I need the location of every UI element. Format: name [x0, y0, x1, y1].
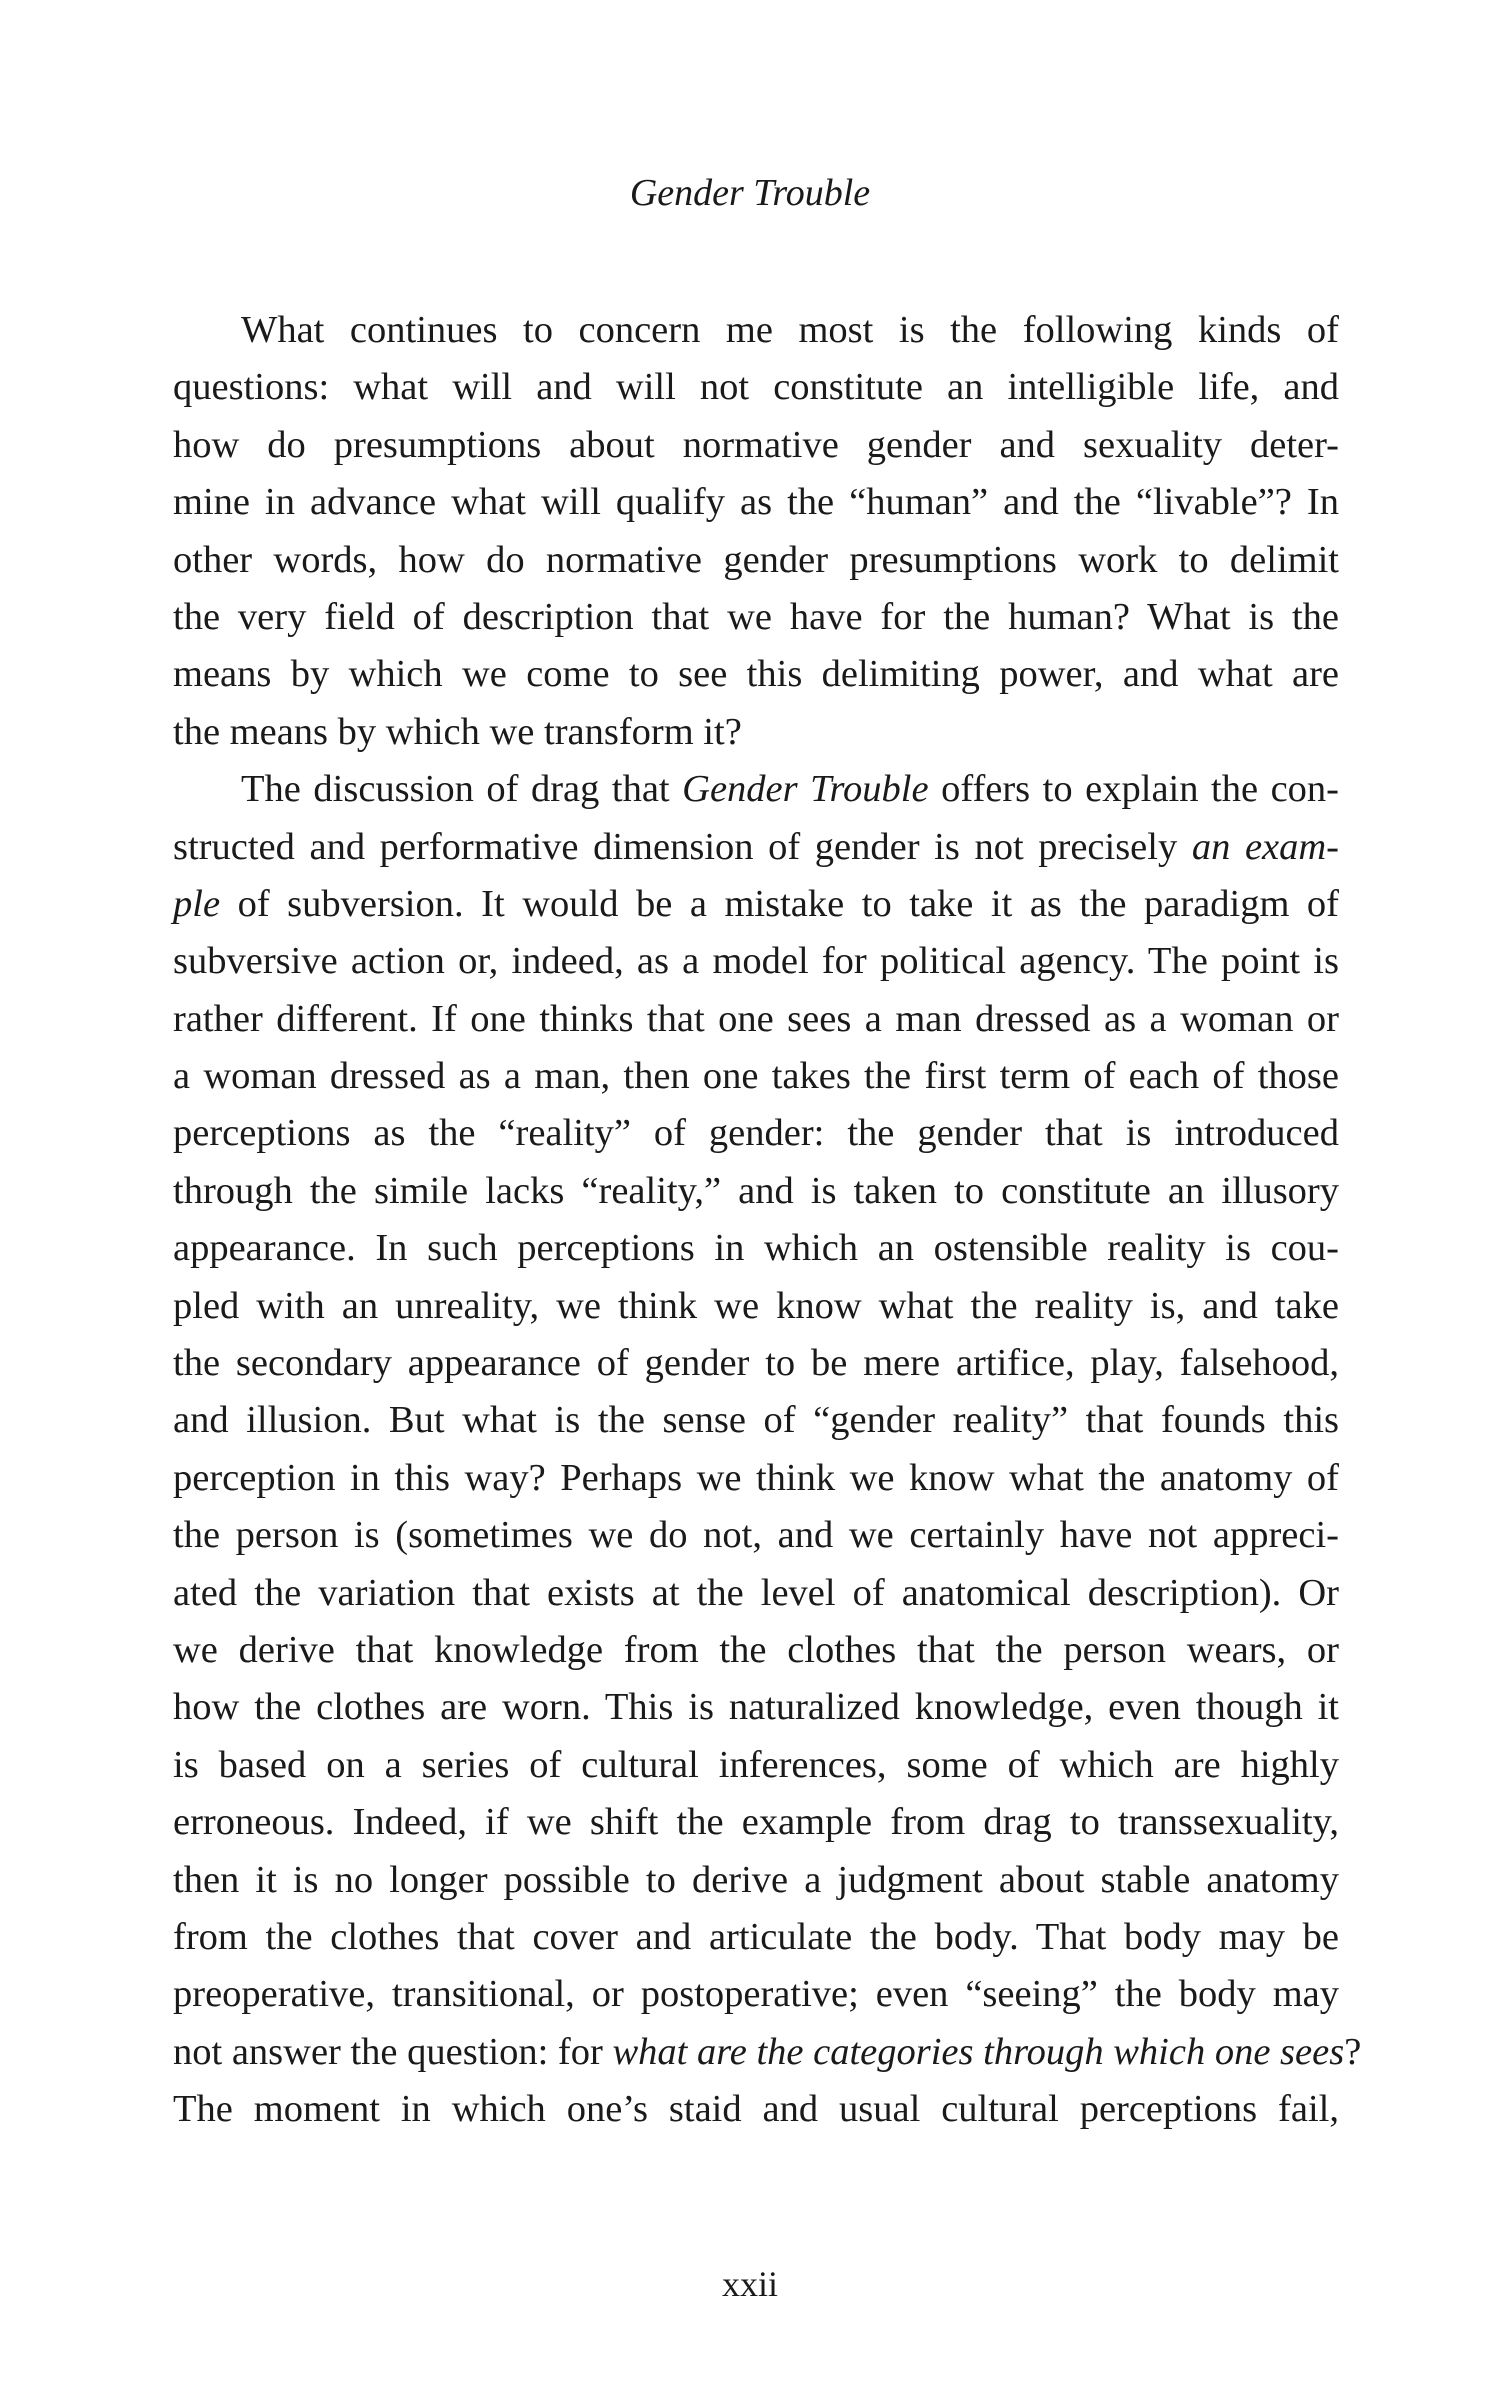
text-line: [173, 761, 1339, 818]
text-segment: through the simile lacks “reality,” and is taken to constitute an illusory: [173, 1169, 1339, 1212]
text-line: [173, 933, 1339, 990]
page-number: xxii: [721, 2264, 778, 2304]
text-segment: other words, how do normative gender presumptions work to delimit: [173, 538, 1339, 581]
text-segment: the person is (sometimes we do not, and we certainly have not appreci-: [173, 1514, 1339, 1557]
text-line: [173, 991, 1339, 1048]
text-line: [173, 1450, 1339, 1507]
text-line: [173, 1335, 1339, 1392]
text-line: [173, 1507, 1339, 1564]
text-line: [173, 302, 1339, 359]
text-segment: how do presumptions about normative gender and sexuality deter-: [173, 423, 1339, 466]
text-line: [173, 819, 1339, 876]
text-segment: structed and performative dimension of gender is not precisely: [173, 825, 1192, 868]
text-segment: and illusion. But what is the sense of “gender reality” that founds this: [173, 1399, 1339, 1442]
text-line: [173, 417, 1339, 474]
text-segment: a woman dressed as a man, then one takes the first term of each of those: [173, 1055, 1339, 1098]
text-line: [173, 1105, 1339, 1162]
italic-text: what are the categories through which one sees: [612, 2030, 1345, 2073]
text-segment: perception in this way? Perhaps we think we know what the anatomy of: [173, 1456, 1339, 1499]
text-line: [173, 646, 1339, 703]
text-segment: erroneous. Indeed, if we shift the example from drag to transsexuality,: [173, 1801, 1339, 1844]
text-line: [173, 1679, 1339, 1736]
text-segment: The discussion of drag that: [241, 768, 683, 811]
text-line: [173, 1966, 1339, 2023]
running-head: Gender Trouble: [629, 172, 871, 214]
text-line: [173, 1392, 1339, 1449]
italic-text: an exam-: [1191, 825, 1339, 868]
text-line: [173, 1852, 1339, 1909]
text-line: [173, 1622, 1339, 1679]
text-line: [173, 474, 1339, 531]
text-segment: not answer the question: for: [173, 2030, 613, 2073]
italic-text: Gender Trouble: [682, 768, 929, 811]
text-line: [173, 704, 1339, 761]
text-segment: the very field of description that we have for the human? What is the: [173, 595, 1339, 638]
text-segment: we derive that knowledge from the clothes that the person wears, or: [173, 1628, 1339, 1671]
text-line: [173, 359, 1339, 416]
text-line: [173, 1048, 1339, 1105]
text-segment: What continues to concern me most is the following kinds of: [241, 309, 1339, 351]
text-line: [173, 1163, 1339, 1220]
text-segment: The moment in which one’s staid and usual cultural perceptions fail,: [173, 2088, 1339, 2131]
text-segment: is based on a series of cultural inferences, some of which are highly: [173, 1743, 1339, 1786]
text-line: [173, 1565, 1339, 1622]
text-segment: pled with an unreality, we think we know what the reality is, and take: [173, 1284, 1339, 1327]
text-line: [173, 532, 1339, 589]
text-segment: mine in advance what will qualify as the “human” and the “livable”? In: [173, 481, 1339, 524]
text-segment: the secondary appearance of gender to be mere artifice, play, falsehood,: [173, 1342, 1339, 1385]
text-segment: perceptions as the “reality” of gender: the gender that is introduced: [173, 1112, 1339, 1155]
text-segment: rather different. If one thinks that one sees a man dressed as a woman or: [173, 997, 1339, 1040]
text-line: [173, 876, 1339, 933]
text-line: [173, 1278, 1339, 1335]
text-segment: subversive action or, indeed, as a model for political agency. The point is: [173, 940, 1339, 983]
text-line: [173, 1220, 1339, 1277]
text-line: [173, 2024, 1362, 2081]
text-segment: means by which we come to see this delimiting power, and what are: [173, 653, 1339, 696]
text-segment: from the clothes that cover and articulate the body. That body may be: [173, 1915, 1339, 1958]
text-segment: the means by which we transform it?: [173, 710, 742, 753]
text-segment: then it is no longer possible to derive a judgment about stable anatomy: [173, 1858, 1339, 1901]
text-segment: of subversion. It would be a mistake to take it as the paradigm of: [220, 882, 1339, 925]
text-segment: offers to explain the con-: [928, 768, 1339, 811]
text-segment: how the clothes are worn. This is naturalized knowledge, even though it: [173, 1686, 1339, 1729]
text-line: [173, 1794, 1339, 1851]
text-segment: preoperative, transitional, or postoperative; even “seeing” the body may: [173, 1973, 1339, 2016]
text-segment: ated the variation that exists at the level of anatomical description). Or: [173, 1571, 1339, 1614]
text-segment: questions: what will and will not constitute an intelligible life, and: [173, 366, 1339, 409]
body-text: [173, 302, 1362, 2139]
text-segment: appearance. In such perceptions in which an ostensible reality is cou-: [173, 1227, 1339, 1270]
text-line: [173, 2081, 1339, 2138]
text-segment: ?: [1344, 2030, 1362, 2073]
text-line: [173, 1909, 1339, 1966]
italic-text: ple: [173, 882, 221, 925]
text-line: [173, 1737, 1339, 1794]
text-line: [173, 589, 1339, 646]
